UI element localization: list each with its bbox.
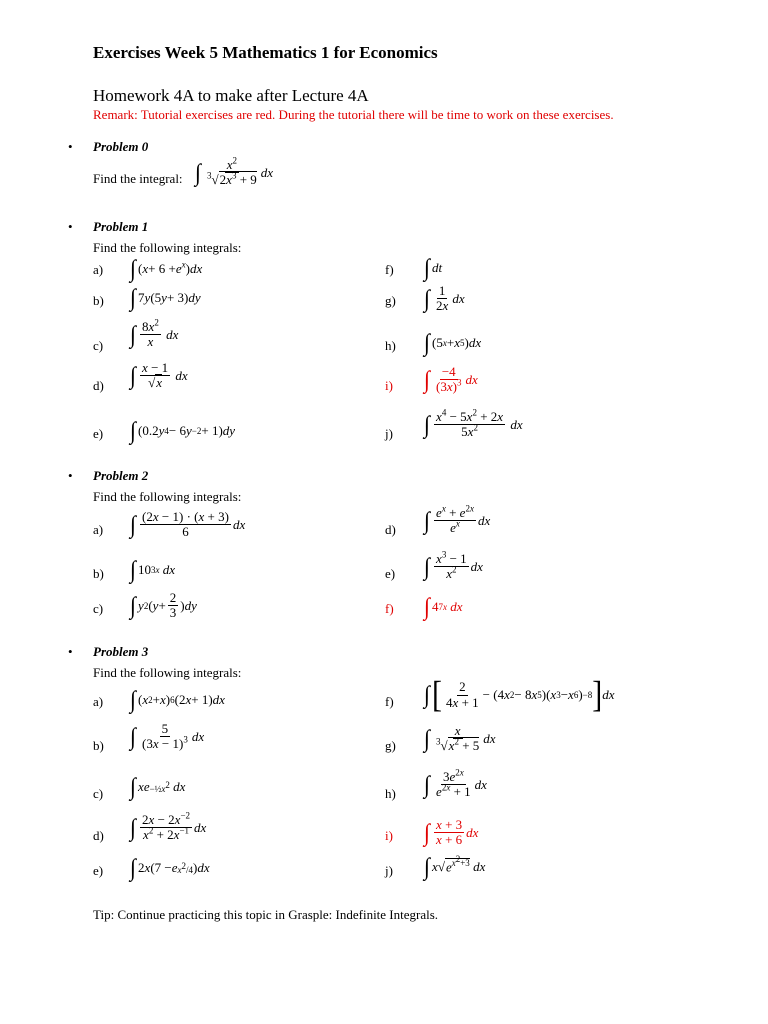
item-label: c) [93,601,104,616]
remark-note: Remark: Tutorial exercises are red. During the tutorial there will be time to work on these exercises. [93,107,614,122]
p3-d-integral: ∫ $\frac{2x - 2x^{-2}}{x^2 + 2x^{-1}}$ dx [130,810,207,843]
p3-j-integral: ∫ x √ $e^{x^2+3}$ dx [424,852,486,881]
item-label: a) [93,262,104,277]
tip-note: Tip: Continue practicing this topic in Grasple: Indefinite Integrals. [93,907,439,922]
item-label: b) [93,738,104,753]
item-label: d) [93,828,104,843]
item-label: a) [93,694,104,709]
p1-c-integral: ∫ $\frac{8x^2}{x}$ dx [130,317,179,350]
item-label-tutorial: i) [385,378,393,393]
item-label-tutorial: i) [385,828,393,843]
p3-i-integral: ∫ $\frac{x + 3}{x + 6}$ dx [424,817,479,848]
p2-a-integral: ∫ $\frac{(2x - 1) \cdot (x + 3)}{6}$ dx [130,509,246,540]
item-label: j) [385,426,393,441]
problem-2-title: Problem 2 [93,468,149,483]
p1-g-integral: ∫ $\frac{1}{2x}$ dx [424,283,465,314]
page-title: Exercises Week 5 Mathematics 1 for Economics [93,43,438,62]
p3-f-integral: ∫ [ $\frac{2}{4x + 1}$ − (4 x 2 − 8 x 5 )( x 3 − x 6 ) −8 ] dx [424,673,615,715]
item-label: f) [385,694,394,709]
p3-b-integral: ∫ $\frac{5}{(3x - 1)^3}$ dx [130,721,205,752]
p1-a-integral: ∫ ( x + 6 + $e^x$ ) dx [130,254,203,283]
item-label: j) [385,863,393,878]
bullet: • [68,644,73,659]
item-label: f) [385,262,394,277]
item-label: c) [93,786,104,801]
item-label: a) [93,522,104,537]
item-label: b) [93,293,104,308]
problem-1-intro: Find the following integrals: [93,240,242,255]
item-label: d) [93,378,104,393]
p2-f-integral: ∫ 4 7x dx [424,592,463,621]
problem-1-title: Problem 1 [93,219,149,234]
item-label: h) [385,786,396,801]
problem-0-title: Problem 0 [93,139,149,154]
item-label: g) [385,738,396,753]
item-label: b) [93,566,104,581]
p1-j-integral: ∫ $\frac{x^4 - 5x^2 + 2x}{5x^2}$ dx [424,407,523,440]
p2-e-integral: ∫ $\frac{x^3 - 1}{x^2}$ dx [424,549,483,582]
p1-h-integral: ∫ (5 x + x 5 ) dx [424,328,482,357]
item-label: e) [93,863,104,878]
bullet: • [68,139,73,154]
item-label-tutorial: f) [385,601,394,616]
p3-e-integral: ∫ 2 x (7 − e $x^2/4$ ) dx [130,853,210,882]
item-label: e) [385,566,396,581]
problem-3-intro: Find the following integrals: [93,665,242,680]
p1-f-integral: ∫ dt [424,253,443,282]
p3-h-integral: ∫ $\frac{3e^{2x}}{e^{2x} + 1}$ dx [424,767,487,800]
problem-0-integral: ∫ $\frac{x^2}{^3√2x^3 + 9}$ dx [195,155,274,188]
p2-c-integral: ∫ y 2 ( y + $\frac{2}{3}$ ) dy [130,590,197,621]
item-label: c) [93,338,104,353]
problem-3-title: Problem 3 [93,644,149,659]
item-label: h) [385,338,396,353]
item-label: e) [93,426,104,441]
p3-a-integral: ∫ ( x 2 + x ) 6 (2 x + 1) dx [130,685,225,714]
bullet: • [68,468,73,483]
item-label: g) [385,293,396,308]
problem-2-intro: Find the following integrals: [93,489,242,504]
problem-0-intro: Find the integral: [93,171,183,186]
p3-c-integral: ∫ x e $-\frac{1}{2}x^2$ dx [130,772,186,801]
p1-e-integral: ∫ (0.2 y 4 − 6 y −2 + 1) dy [130,416,236,445]
item-label: d) [385,522,396,537]
p3-g-integral: ∫ $\frac{x}{^3√x^2 + 5}$ dx [424,723,496,754]
p2-d-integral: ∫ $\frac{e^x + e^{2x}}{e^x}$ dx [424,503,491,536]
homework-subtitle: Homework 4A to make after Lecture 4A [93,86,369,105]
p2-b-integral: ∫ 10 3x dx [130,555,176,584]
p1-d-integral: ∫ $\frac{x - 1}{√x}$ dx [130,360,188,391]
bullet: • [68,219,73,234]
p1-b-integral: ∫ 7 y (5 y + 3) dy [130,283,201,312]
p1-i-integral: ∫ $\frac{-4}{(3x)^3}$ dx [424,364,478,395]
